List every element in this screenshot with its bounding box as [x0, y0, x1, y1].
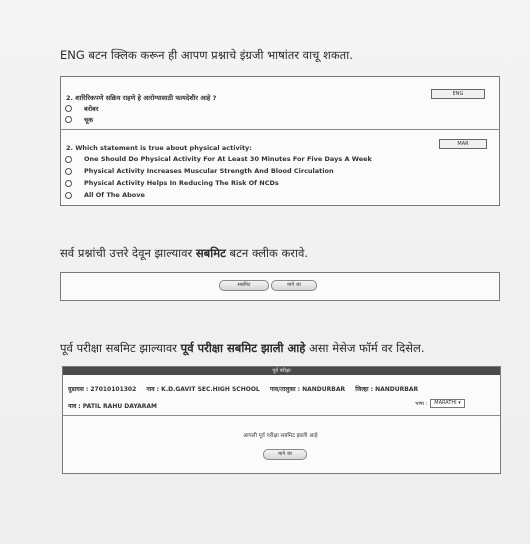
udise-text: युडायस : 27010101302 [68, 386, 137, 393]
language-select-group [415, 399, 465, 408]
taluka-text: गाव/तालुका : NANDURBAR [269, 386, 346, 393]
marathi-question-text: 2. शारिरिकपणे सक्रिय राहणे हे आरोग्यासाठी फायदेशीर आहे ? [66, 94, 217, 102]
option-label: बरोबर [84, 105, 99, 113]
option-label: One Should Do Physical Activity For At Least 30 Minutes For Five Days A Week [84, 155, 372, 163]
english-option-3[interactable] [65, 179, 279, 187]
submitted-message: आपली पूर्व परीक्षा सबमिट झाली आहे [243, 433, 318, 439]
option-label: All Of The Above [84, 191, 145, 199]
exam-form-screenshot [62, 366, 501, 474]
question-screenshot [60, 76, 500, 206]
radio-icon[interactable] [65, 180, 72, 187]
instruction-text: पूर्व परीक्षा सबमिट झाल्यावर [60, 341, 181, 355]
instruction-bold: सबमिट [195, 246, 226, 260]
language-label: भाषा : [415, 400, 428, 407]
instruction-eng-button: ENG बटन क्लिक करून ही आपण प्रश्नाचे इंग्रजी भाषांतर वाचू शकता. [60, 48, 353, 62]
instruction-bold: पूर्व परीक्षा सबमिट झाली आहे [180, 341, 306, 355]
english-option-4[interactable] [65, 191, 145, 199]
district-text: जिल्हा : NANDURBAR [355, 386, 419, 393]
radio-icon[interactable] [65, 116, 72, 123]
marathi-option-1[interactable] [65, 104, 98, 113]
instruction-text: बटन क्लीक करावे. [225, 246, 309, 260]
english-question-text: 2. Which statement is true about physical activity: [66, 144, 252, 152]
language-value: MARATHI [434, 400, 457, 406]
form-title: पूर्व परीक्षा [63, 367, 500, 375]
option-label: Physical Activity Increases Muscular Strength And Blood Circulation [84, 167, 334, 175]
submit-button[interactable]: सबमिट [219, 280, 269, 291]
form-divider [63, 415, 500, 416]
radio-icon[interactable] [65, 192, 72, 199]
language-select[interactable]: MARATHI ▾ [430, 399, 464, 408]
instruction-submit [60, 246, 308, 261]
form-back-button[interactable]: मागे जा [263, 449, 307, 460]
english-option-2[interactable] [65, 167, 334, 175]
mar-button[interactable]: MAR [439, 139, 487, 149]
radio-icon[interactable] [65, 105, 72, 112]
school-name: नाव : K.D.GAVIT SEC.HIGH SCHOOL [146, 386, 260, 393]
school-info-row [68, 385, 426, 393]
student-name: नाव : PATIL RAHU DAYARAM [68, 403, 158, 410]
radio-icon[interactable] [65, 156, 72, 163]
option-label: Physical Activity Helps In Reducing The Risk Of NCDs [84, 179, 279, 187]
submit-screenshot [60, 272, 500, 301]
back-button[interactable]: मागे जा [271, 280, 317, 291]
question-divider [61, 129, 499, 130]
instruction-text: असा मेसेज फॉर्म वर दिसेल. [305, 341, 425, 355]
radio-icon[interactable] [65, 168, 72, 175]
eng-button[interactable]: ENG [431, 89, 485, 99]
instruction-text: सर्व प्रश्नांची उत्तरे देवून झाल्यावर [60, 246, 196, 260]
instruction-submitted [60, 341, 424, 356]
english-option-1[interactable] [65, 155, 372, 163]
marathi-option-2[interactable] [65, 115, 93, 124]
option-label: चूक [84, 116, 94, 124]
